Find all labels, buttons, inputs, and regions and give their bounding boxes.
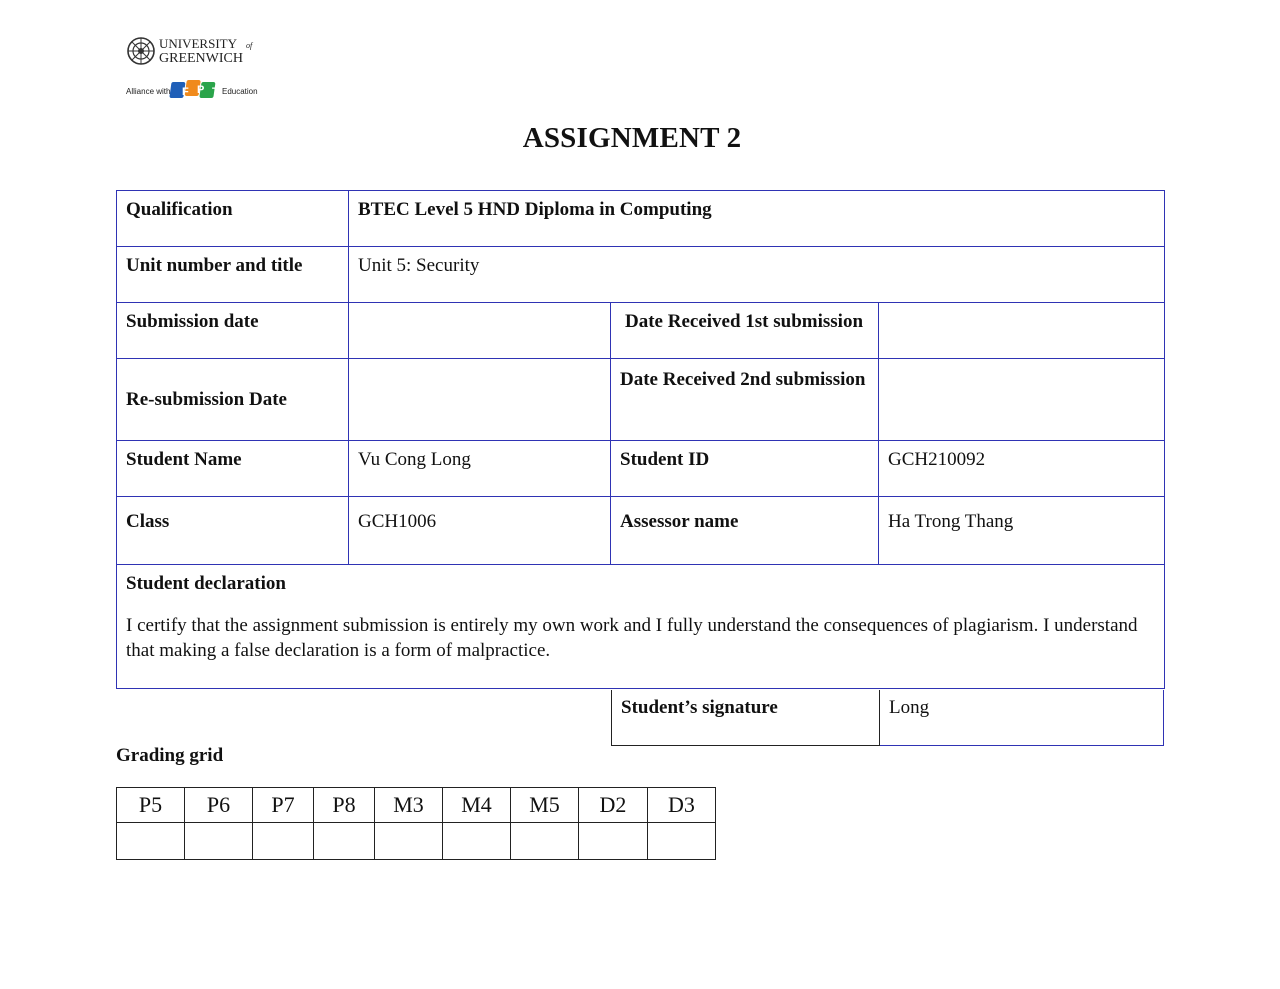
page-title: ASSIGNMENT 2: [522, 122, 742, 154]
svg-text:P: P: [197, 84, 205, 96]
table-row: [117, 565, 1165, 689]
submission-date-field[interactable]: [349, 303, 611, 359]
assignment-info-table: [116, 190, 1165, 689]
grade-criterion: M5: [511, 788, 579, 823]
grade-cell[interactable]: [511, 823, 579, 860]
table-row: [612, 690, 1164, 745]
declaration-heading: Student declaration: [126, 573, 286, 594]
resubmission-date-label: Re-submission Date: [117, 359, 349, 441]
resubmission-date-field[interactable]: [349, 359, 611, 441]
declaration-text: I certify that the assignment submission is entirely my own work and I fully understand the consequences of plagiarism. I understand that making a false declaration is a form of malpractice.: [126, 615, 1138, 661]
grade-criterion: P7: [253, 788, 314, 823]
grade-criterion: M3: [375, 788, 443, 823]
grade-cell[interactable]: [314, 823, 375, 860]
signature-value[interactable]: Long: [880, 690, 1164, 745]
student-declaration: [117, 565, 1165, 689]
date-received-2nd-label: Date Received 2nd submission: [611, 359, 879, 441]
logo-university-line1: UNIVERSITY: [159, 36, 237, 51]
grade-cell[interactable]: [375, 823, 443, 860]
grade-criterion: D3: [648, 788, 716, 823]
student-id-value: GCH210092: [879, 441, 1165, 497]
logo-alliance: Alliance with: [126, 87, 171, 96]
unit-label: Unit number and title: [117, 247, 349, 303]
qualification-label: Qualification: [117, 191, 349, 247]
date-received-1st-label: Date Received 1st submission: [611, 303, 879, 359]
university-logo: [126, 36, 266, 106]
signature-label: Student’s signature: [612, 690, 880, 745]
grade-cell[interactable]: [443, 823, 511, 860]
logo-university-line2: GREENWICH: [159, 51, 243, 66]
class-label: Class: [117, 497, 349, 565]
student-id-label: Student ID: [611, 441, 879, 497]
logo-of: of: [246, 41, 253, 50]
university-crest-icon: [126, 36, 266, 106]
table-row: [117, 191, 1165, 247]
grading-header-row: [117, 788, 716, 823]
class-value: GCH1006: [349, 497, 611, 565]
grade-criterion: P6: [185, 788, 253, 823]
student-name-label: Student Name: [117, 441, 349, 497]
logo-education: Education: [222, 87, 258, 96]
signature-table: [611, 690, 1164, 746]
grade-cell[interactable]: [117, 823, 185, 860]
grade-criterion: M4: [443, 788, 511, 823]
grade-criterion: P8: [314, 788, 375, 823]
table-row: [117, 497, 1165, 565]
grading-grid-table: [116, 787, 716, 860]
submission-date-label: Submission date: [117, 303, 349, 359]
svg-text:T: T: [212, 86, 219, 98]
date-received-1st-field[interactable]: [879, 303, 1165, 359]
grade-criterion: D2: [579, 788, 648, 823]
grade-cell[interactable]: [648, 823, 716, 860]
table-row: [117, 441, 1165, 497]
grade-cell[interactable]: [253, 823, 314, 860]
unit-value: Unit 5: Security: [349, 247, 1165, 303]
table-row: [117, 303, 1165, 359]
svg-text:F: F: [182, 86, 189, 98]
grading-grid-heading: Grading grid: [116, 745, 224, 766]
student-name-value: Vu Cong Long: [349, 441, 611, 497]
fpt-logo-icon: [169, 80, 219, 98]
grade-cell[interactable]: [185, 823, 253, 860]
grade-cell[interactable]: [579, 823, 648, 860]
qualification-value: BTEC Level 5 HND Diploma in Computing: [349, 191, 1165, 247]
table-row: [117, 359, 1165, 441]
table-row: [117, 247, 1165, 303]
assessor-label: Assessor name: [611, 497, 879, 565]
date-received-2nd-field[interactable]: [879, 359, 1165, 441]
grading-value-row: [117, 823, 716, 860]
assessor-value: Ha Trong Thang: [879, 497, 1165, 565]
grade-criterion: P5: [117, 788, 185, 823]
